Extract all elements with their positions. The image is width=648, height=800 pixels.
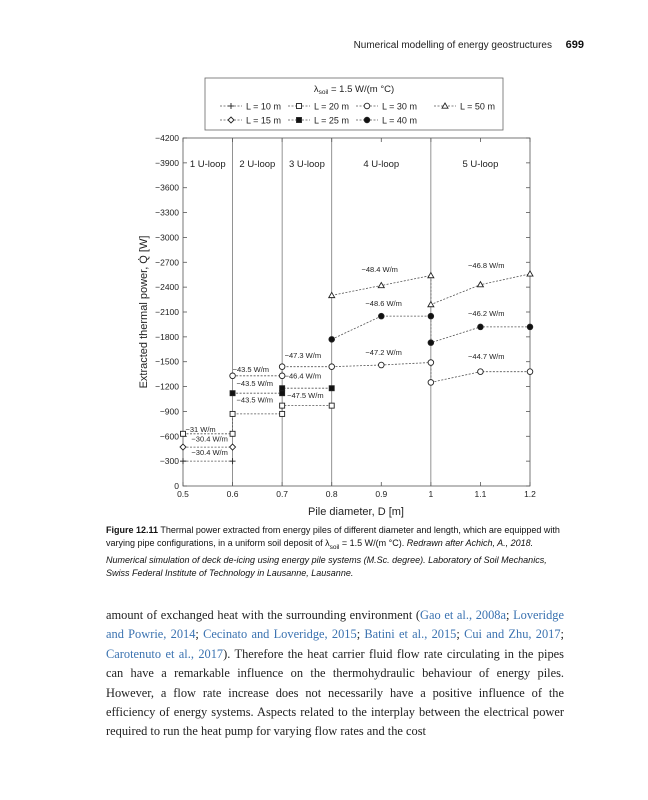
data-point — [378, 362, 384, 368]
page-number: 699 — [565, 39, 584, 51]
data-point — [230, 444, 236, 450]
data-point — [230, 458, 236, 464]
y-tick-label: −1500 — [155, 356, 179, 367]
data-point — [280, 411, 285, 416]
y-tick-label: −2700 — [155, 257, 179, 268]
sep-1: ; — [505, 608, 514, 622]
x-tick-label: 0.5 — [177, 489, 189, 499]
data-point — [527, 369, 533, 375]
slope-annotation: −47.5 W/m — [287, 391, 324, 401]
x-tick-label: 1.2 — [524, 489, 536, 499]
slope-annotation: −31 W/m — [185, 425, 216, 435]
data-point — [329, 386, 334, 391]
legend-marker-square-open — [297, 104, 302, 109]
data-point — [428, 273, 434, 278]
caption-credit: Redrawn after Achich, A., 2018. Numerical simulation of deck de-icing using energy pile systems (M.Sc. degree). Laboratory of Soil Mechanics, Swiss Federal Institute of Technology in Lausanne, Lausanne. — [106, 538, 547, 578]
citation-gao[interactable]: Gao et al., 2008a — [420, 608, 506, 622]
legend-marker-square-filled — [297, 118, 302, 123]
y-tick-label: −2100 — [155, 307, 179, 317]
sep-2: ; — [195, 627, 204, 642]
y-tick-label: −1800 — [155, 331, 179, 342]
slope-annotation: −46.4 W/m — [284, 371, 322, 381]
y-tick-label: −3900 — [155, 157, 179, 168]
data-point — [280, 403, 285, 408]
annotations — [185, 261, 504, 457]
x-axis-label: Pile diameter, D [m] — [308, 506, 404, 518]
citation-batini[interactable]: Batini et al., 2015 — [364, 627, 457, 642]
data-point — [279, 364, 285, 370]
legend-label: L = 40 m — [382, 115, 417, 126]
data-point — [280, 391, 285, 396]
data-point — [180, 444, 186, 450]
data-point — [329, 337, 335, 343]
x-tick-label: 0.8 — [325, 489, 338, 499]
data-point — [527, 324, 533, 330]
y-tick-label: −1200 — [155, 381, 179, 392]
legend-label: L = 30 m — [382, 101, 417, 112]
y-tick-label: −3600 — [155, 182, 179, 193]
region-label: 1 U-loop — [189, 158, 226, 170]
data-point — [428, 302, 434, 307]
data-point — [230, 411, 235, 416]
slope-annotation: −47.3 W/m — [284, 350, 322, 360]
legend-marker-circle-open — [364, 103, 370, 109]
x-tick-label: 0.6 — [226, 489, 239, 499]
y-tick-label: 0 — [174, 481, 179, 491]
x-tick-label: 0.9 — [375, 489, 388, 499]
citation-loveridge-powrie[interactable]: Loveridge and Powrie, 2014 — [106, 608, 564, 642]
legend-title: $\lambda_{soil} = 1.5$ W/(m °C) — [313, 84, 395, 96]
data-point — [280, 386, 285, 391]
figure-label: Figure 12.11 — [106, 525, 159, 535]
body-text-2: ). Therefore the heat carrier fluid flow rate circulating in the pipes can have a remarkable influence on the thermohydraulic behaviour of energy piles. However, a flow rate increase does not necessarily have a positive influence of the efficiency of energy systems. Aspects related to the interplay between the electrical power required to run the heat pump for varying flow rates and the cost — [106, 646, 564, 739]
slope-annotation: −47.2 W/m — [365, 348, 402, 358]
legend-label: L = 20 m — [314, 101, 349, 112]
y-axis-label: Extracted thermal power, Q̇ [W] — [138, 235, 150, 389]
data-point — [230, 391, 235, 396]
citation-cecinato-loveridge[interactable]: Cecinato and Loveridge, 2015 — [203, 627, 357, 642]
sep-5: ; — [560, 627, 564, 642]
region-label: 3 U-loop — [288, 158, 325, 170]
citation-carotenuto[interactable]: Carotenuto et al., 2017 — [106, 646, 224, 661]
data-point — [329, 364, 335, 370]
x-tick-label: 1 — [428, 489, 434, 499]
data-point — [428, 380, 434, 386]
legend-label: L = 10 m — [246, 101, 281, 112]
body-text-1: amount of exchanged heat with the surrounding environment ( — [106, 608, 421, 622]
y-tick-label: −3300 — [155, 207, 179, 218]
sep-3: ; — [356, 627, 365, 642]
x-tick-label: 1.1 — [474, 489, 487, 499]
data-point — [230, 431, 235, 436]
legend-label: L = 50 m — [460, 101, 495, 112]
data-point — [428, 340, 434, 346]
data-point — [527, 271, 533, 276]
region-lines — [233, 138, 431, 486]
y-tick-label: −600 — [159, 431, 179, 442]
data-point — [428, 313, 434, 319]
region-label: 4 U-loop — [363, 158, 400, 170]
legend-label: L = 15 m — [246, 115, 281, 126]
region-label: 5 U-loop — [462, 158, 499, 170]
slope-annotation: −46.8 W/m — [468, 261, 505, 271]
legend-marker-circle-filled — [364, 117, 370, 123]
slope-annotation: −48.4 W/m — [361, 265, 398, 275]
x-tick-label: 0.7 — [276, 489, 289, 499]
data-point — [428, 360, 434, 366]
y-tick-label: −300 — [159, 456, 179, 467]
slope-annotation: −46.2 W/m — [468, 309, 505, 319]
caption-text: Thermal power extracted from energy piles of different diameter and length, which are equipped with varying pipe configurations, in a uniform soil deposit of λ — [106, 525, 560, 548]
y-tick-label: −4200 — [155, 133, 179, 143]
data-point — [378, 313, 384, 319]
y-tick-label: −900 — [159, 406, 179, 417]
figure-caption — [106, 524, 564, 580]
citation-cui-zhu[interactable]: Cui and Zhu, 2017 — [464, 627, 561, 642]
y-tick-label: −2400 — [155, 282, 179, 293]
slope-annotation: −44.7 W/m — [468, 352, 505, 362]
slope-annotation: −43.5 W/m — [236, 379, 274, 389]
data-point — [478, 369, 484, 375]
legend-label: L = 25 m — [314, 115, 349, 126]
slope-annotation: −43.5 W/m — [236, 395, 274, 405]
running-head: Numerical modelling of energy geostructures — [353, 40, 552, 51]
sep-4: ; — [456, 627, 465, 642]
x-axis-ticks — [177, 138, 536, 499]
slope-annotation: −43.5 W/m — [232, 365, 270, 375]
region-label: 2 U-loop — [239, 158, 276, 170]
slope-annotation: −48.6 W/m — [365, 299, 402, 309]
data-point — [329, 403, 334, 408]
data-point — [329, 292, 335, 297]
data-point — [180, 458, 186, 464]
region-labels — [190, 159, 499, 170]
y-tick-label: −3000 — [155, 232, 179, 243]
slope-annotation: −30.4 W/m — [191, 447, 228, 457]
body-paragraph — [106, 606, 564, 742]
caption-text-after: = 1.5 W/(m °C). — [339, 538, 405, 548]
data-point — [478, 324, 484, 330]
slope-annotation: −30.4 W/m — [191, 434, 228, 444]
caption-lambda-sub: soil — [329, 543, 340, 551]
